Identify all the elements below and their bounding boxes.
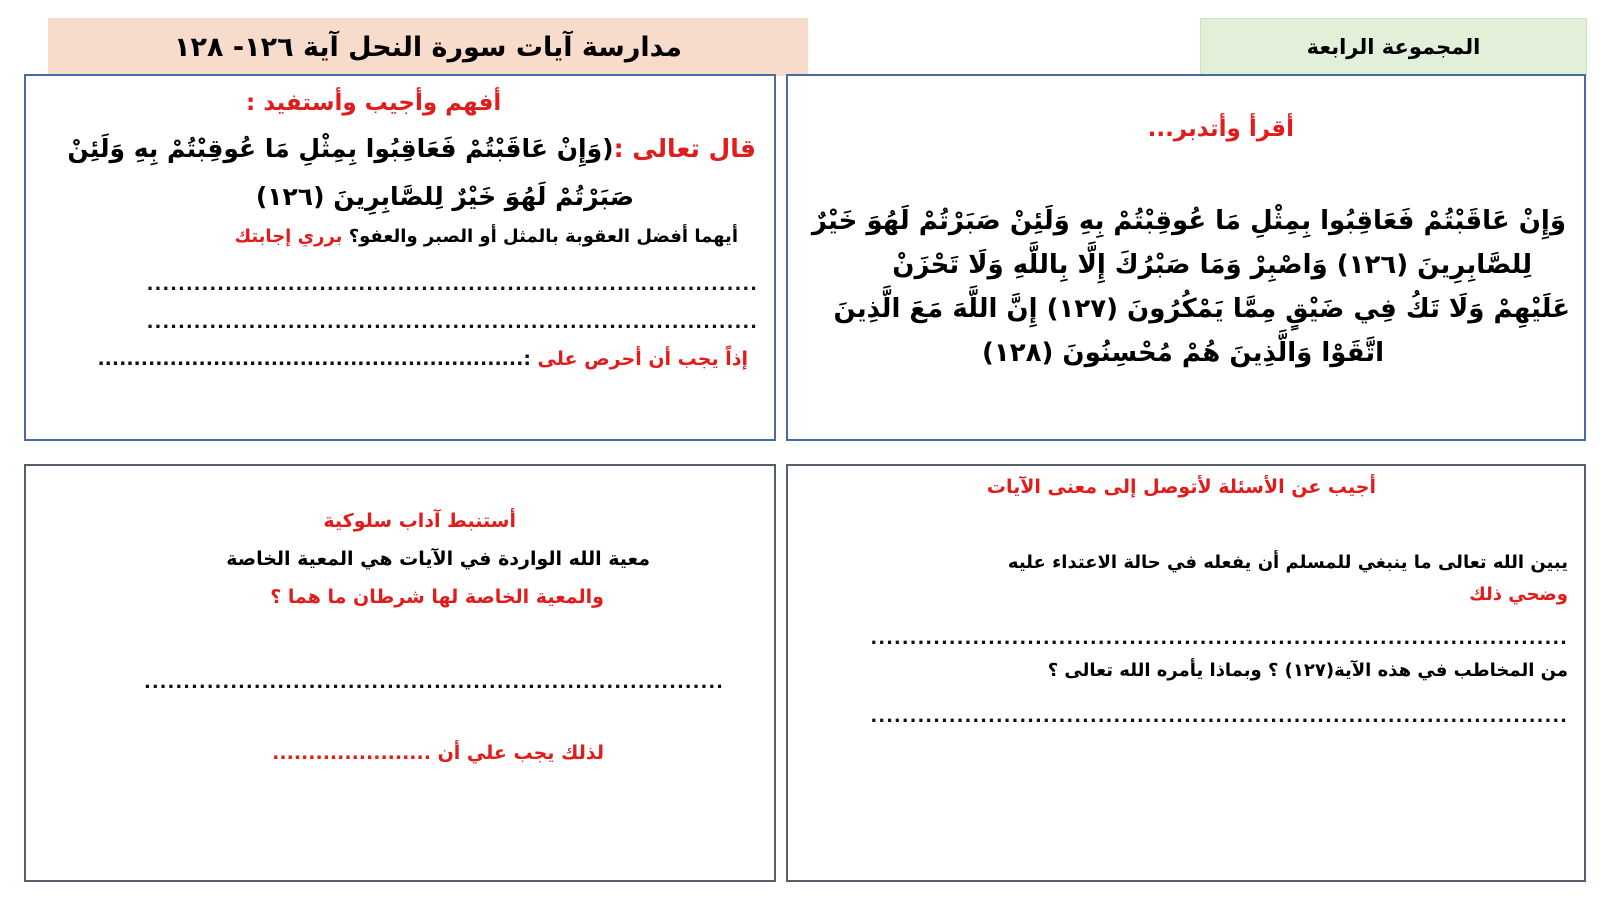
question-text: أيهما أفضل العقوبة بالمثل أو الصبر والعفو؟ (348, 226, 738, 247)
panel-heading: أجيب عن الأسئلة لأتوصل إلى معنى الآيات (986, 476, 1376, 498)
verse-line: وَإِنْ عَاقَبْتُمْ فَعَاقِبُوا بِمِثْلِ مَا عُوقِبْتُمْ بِهِ وَلَئِنْ صَبَرْتُمْ لَهُوَ خَيْرٌ (811, 206, 1566, 236)
answer-line[interactable]: ......................................................................................... (870, 628, 1568, 649)
conclusion-line (97, 348, 748, 370)
page-title (48, 18, 808, 76)
question-line: يبين الله تعالى ما ينبغي للمسلم أن يفعله في حالة الاعتداء عليه (1007, 552, 1568, 573)
conclusion-dots[interactable]: :........................................................... (97, 348, 531, 370)
statement-line: معية الله الواردة في الآيات هي المعية الخاصة (226, 548, 650, 570)
panel-heading: أستنبط آداب سلوكية (323, 510, 516, 532)
question-note: برري إجابتك (234, 226, 343, 247)
question-line (235, 226, 738, 247)
answer-line[interactable]: .............................................................................. (146, 274, 758, 295)
answer-line[interactable]: .......................................................................... (143, 672, 724, 693)
conclusion-label: إذاً يجب أن أحرص على (537, 348, 748, 370)
panel-derive-manners (24, 464, 776, 882)
panel-heading: أقرأ وأتدبر... (1147, 116, 1294, 142)
panel-heading: أفهم وأجيب وأستفيد : (246, 90, 502, 116)
conclusion-line[interactable]: لذلك يجب علي أن ...................... (272, 742, 604, 764)
question-line: من المخاطب في هذه الآية(١٢٧) ؟ وبماذا يأمره الله تعالى ؟ (1047, 660, 1568, 681)
verse-text: (وَإِنْ عَاقَبْتُمْ فَعَاقِبُوا بِمِثْلِ مَا عُوقِبْتُمْ بِهِ وَلَئِنْ (67, 134, 614, 163)
verse-line: اتَّقَوْا وَالَّذِينَ هُمْ مُحْسِنُونَ (١٢٨) (981, 338, 1384, 368)
panel-understand-answer (24, 74, 776, 441)
answer-line[interactable]: .............................................................................. (146, 312, 758, 333)
panel-answer-questions (786, 464, 1586, 882)
verse-line (67, 134, 756, 163)
question-line: والمعية الخاصة لها شرطان ما هما ؟ (270, 586, 604, 608)
group-label (1200, 18, 1587, 76)
question-note: وضحي ذلك (1469, 584, 1568, 605)
verse-line: لِلصَّابِرِينَ (١٢٦) وَاصْبِرْ وَمَا صَبْرُكَ إِلَّا بِاللَّهِ وَلَا تَحْزَنْ (892, 250, 1532, 280)
answer-line[interactable]: ......................................................................................... (870, 706, 1568, 727)
page-title-text: مدارسة آيات سورة النحل آية ١٢٦- ١٢٨ (174, 31, 682, 63)
verse-line: عَلَيْهِمْ وَلَا تَكُ فِي ضَيْقٍ مِمَّا يَمْكُرُونَ (١٢٧) إِنَّ اللَّهَ مَعَ الَّذِينَ (833, 294, 1570, 324)
verse-line: صَبَرْتُمْ لَهُوَ خَيْرٌ لِلصَّابِرِينَ (١٢٦) (255, 182, 634, 211)
verse-intro: قال تعالى : (613, 134, 756, 163)
panel-read-reflect (786, 74, 1586, 441)
group-label-text: المجموعة الرابعة (1306, 35, 1481, 59)
